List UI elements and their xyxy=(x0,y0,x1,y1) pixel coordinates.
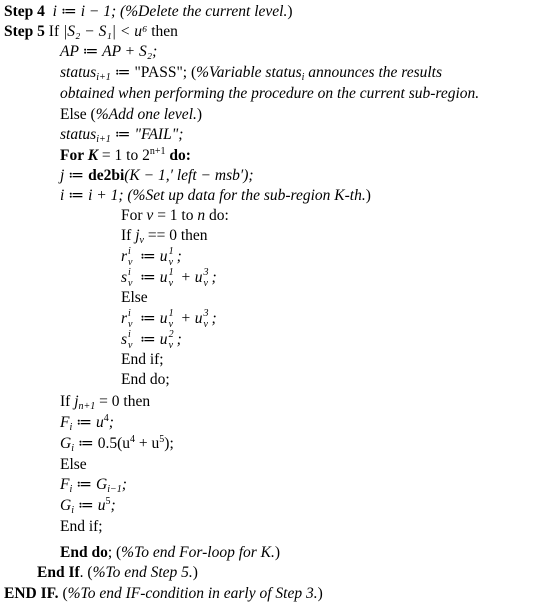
status-pass-line: status$_{i+1}$ ≔ "PASS"; (%Variable status$_i$ announces the results xyxy=(60,64,443,83)
step5-line: Step 5 If |S₂ − S₁| < u⁶ then xyxy=(4,23,178,40)
if-jn-line: If $j_{n+1} = 0$ then xyxy=(60,393,151,412)
step4-line: Step 4 i ≔ i − 1; (%Delete the current level.) xyxy=(4,3,293,20)
g-assign-a: $G_i$ ≔ $0.5(u^4 + u^5)$; xyxy=(60,434,174,454)
s-assign-b: s i v ≔ u 2 v ; xyxy=(121,329,182,351)
f-assign-b: $F_i$ ≔ $G_{i-1}$; xyxy=(60,476,127,495)
i-increment-line: i ≔ i + 1; (%Set up data for the sub-region K-th.) xyxy=(60,187,371,204)
r-assign-a: r i v ≔ u 1 v ; xyxy=(121,246,182,268)
step4-label: Step 4 xyxy=(4,3,45,20)
f-assign-a: $F_i$ ≔ $u^4$; xyxy=(60,413,114,433)
end-if-line-2: End if; xyxy=(60,518,103,535)
end-do-line-2: End do; (%To end For-loop for K.) xyxy=(60,544,281,561)
g-assign-b: $G_i$ ≔ $u^5$; xyxy=(60,496,116,516)
else-add-line: Else (%Add one level.) xyxy=(60,106,203,123)
step4-code: i ≔ i − 1; ( xyxy=(52,3,126,20)
step5-condition: |S₂ − S₁| < u⁶ xyxy=(63,23,148,40)
for-k-line: For K = 1 to $2^{n+1}$ do: xyxy=(60,146,191,164)
else-line-1: Else xyxy=(121,289,148,306)
step4-comment: %Delete the current level. xyxy=(125,3,288,20)
end-if-step5-line: End If. (%To end Step 5.) xyxy=(37,564,198,581)
end-if-line-1: End if; xyxy=(121,351,164,368)
j-assign-line: j ≔ de2bi(K − 1,′ left − msb′); xyxy=(60,167,254,184)
status-fail-line: status$_{i+1}$ ≔ "FAIL"; xyxy=(60,126,184,145)
if-jv-line: If $j_v == 0$ then xyxy=(121,227,208,246)
r-assign-b: r i v ≔ u 1 v + u 3 v ; xyxy=(121,308,217,330)
status-pass-continuation: obtained when performing the procedure on the current sub-region. xyxy=(60,85,480,102)
for-v-line: For v = 1 to n do: xyxy=(121,207,229,224)
step5-label: Step 5 xyxy=(4,23,45,40)
ap-line: AP ≔ AP + S₂; xyxy=(60,43,158,60)
s-assign-a: s i v ≔ u 1 v + u 3 v ; xyxy=(121,267,217,289)
else-line-2: Else xyxy=(60,456,87,473)
end-if-step3-line: END IF. (%To end IF-condition in early of Step 3.) xyxy=(4,585,323,602)
end-do-line-1: End do; xyxy=(121,371,170,388)
